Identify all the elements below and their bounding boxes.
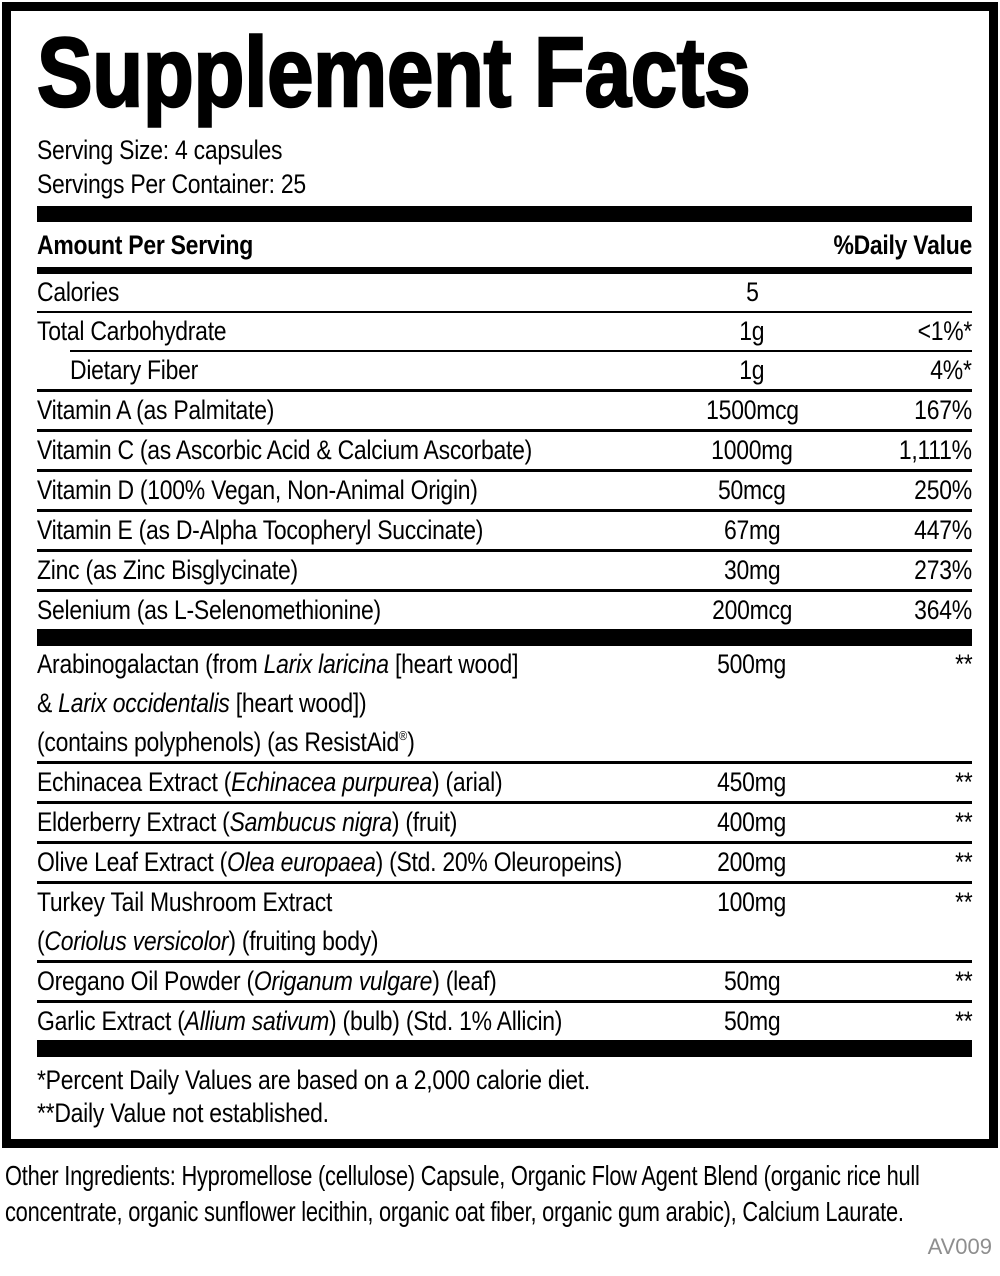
servings-per-container: Servings Per Container: 25 <box>37 169 306 199</box>
table-header <box>37 222 972 267</box>
daily-value-cell: ** <box>954 1006 972 1036</box>
table-row <box>37 884 972 960</box>
amount-value: 67mg <box>723 515 781 545</box>
nutrient-name: Garlic Extract (Allium sativum) (bulb) (Std. 1% Allicin) <box>37 1006 563 1036</box>
footnote-daily-values: *Percent Daily Values are based on a 2,000 calorie diet. <box>37 1065 591 1095</box>
facts-rows <box>37 274 972 1057</box>
table-row <box>37 352 972 389</box>
label-title <box>37 17 972 127</box>
nutrient-name: Turkey Tail Mushroom Extract (Coriolus versicolor) (fruiting body) <box>37 887 379 956</box>
daily-value-cell: 167% <box>914 395 972 425</box>
amount-value: 50mg <box>723 1006 781 1036</box>
amount-value: 450mg <box>717 767 787 797</box>
daily-value-cell: 4%* <box>930 355 972 385</box>
daily-value-cell: <1%* <box>917 316 972 346</box>
daily-value-cell: ** <box>954 966 972 996</box>
other-ingredients-line-2: concentrate, organic sunflower lecithin, organic oat fiber, organic gum arabic), Calcium Laurate. <box>5 1196 904 1227</box>
amount-value: 500mg <box>717 649 787 679</box>
amount-value: 200mg <box>717 847 787 877</box>
table-row <box>37 274 972 311</box>
nutrient-name: Vitamin C (as Ascorbic Acid & Calcium Ascorbate) <box>37 435 532 465</box>
nutrient-name: Calories <box>37 277 120 307</box>
nutrient-name: Oregano Oil Powder (Origanum vulgare) (leaf) <box>37 966 497 996</box>
amount-value: 1g <box>739 316 765 346</box>
amount-value: 1500mcg <box>705 395 799 425</box>
nutrient-name: Vitamin E (as D-Alpha Tocopheryl Succinate) <box>37 515 484 545</box>
daily-value-cell: ** <box>954 767 972 797</box>
table-row <box>37 392 972 429</box>
nutrient-name: Vitamin D (100% Vegan, Non-Animal Origin) <box>37 475 478 505</box>
daily-value-cell: ** <box>954 649 972 679</box>
table-row <box>37 646 972 761</box>
amount-value: 1000mg <box>711 435 793 465</box>
amount-value: 50mcg <box>718 475 786 505</box>
daily-value-cell: 273% <box>914 555 972 585</box>
amount-value: 1g <box>739 355 765 385</box>
table-row <box>37 552 972 589</box>
product-code: AV009 <box>927 1234 992 1259</box>
divider-thick-top <box>37 206 972 222</box>
amount-value: 5 <box>745 277 759 307</box>
table-row <box>37 844 972 881</box>
serving-size: Serving Size: 4 capsules <box>37 135 283 165</box>
amount-value: 200mcg <box>711 595 793 625</box>
daily-value-cell: 1,111% <box>899 435 972 465</box>
label-title-text: Supplement Facts <box>37 17 751 127</box>
nutrient-name: Zinc (as Zinc Bisglycinate) <box>37 555 298 585</box>
amount-value: 50mg <box>723 966 781 996</box>
table-row <box>37 764 972 801</box>
amount-value: 100mg <box>717 887 787 917</box>
table-row <box>37 963 972 1000</box>
nutrient-name: Olive Leaf Extract (Olea europaea) (Std. 20% Oleuropeins) <box>37 847 623 877</box>
daily-value-cell: 447% <box>914 515 972 545</box>
footnote-dv-not-established: **Daily Value not established. <box>37 1098 329 1128</box>
daily-value-cell: 364% <box>914 595 972 625</box>
table-row <box>37 1003 972 1040</box>
table-row <box>37 512 972 549</box>
divider-thick <box>37 629 972 646</box>
nutrient-name: Selenium (as L-Selenomethionine) <box>37 595 381 625</box>
nutrient-name: Vitamin A (as Palmitate) <box>37 395 275 425</box>
amount-value: 400mg <box>717 807 787 837</box>
other-ingredients-line-1: Other Ingredients: Hypromellose (cellulose) Capsule, Organic Flow Agent Blend (organic rice hull <box>5 1160 920 1191</box>
divider-thick <box>37 1040 972 1057</box>
nutrient-name: Elderberry Extract (Sambucus nigra) (fruit) <box>37 807 458 837</box>
supplement-facts-label <box>2 2 998 1148</box>
nutrient-name: Echinacea Extract (Echinacea purpurea) (arial) <box>37 767 503 797</box>
daily-value-cell: 250% <box>914 475 972 505</box>
nutrient-name: Dietary Fiber <box>70 355 199 385</box>
other-ingredients <box>5 1158 998 1230</box>
table-row <box>37 804 972 841</box>
daily-value-cell: ** <box>954 807 972 837</box>
table-row <box>37 432 972 469</box>
amount-value: 30mg <box>723 555 781 585</box>
nutrient-name: Total Carbohydrate <box>37 316 227 346</box>
daily-value-cell: ** <box>954 887 972 917</box>
table-row <box>37 472 972 509</box>
nutrient-name: Arabinogalactan (from Larix laricina [heart wood] & Larix occidentalis [heart wood]) (contains polyphenols) (as ResistAid®) <box>37 649 519 757</box>
daily-value-cell: ** <box>954 847 972 877</box>
daily-value-header: %Daily Value <box>833 230 972 260</box>
table-row <box>37 313 972 350</box>
table-row <box>37 592 972 629</box>
daily-value-cell <box>832 276 972 309</box>
label-inner <box>11 11 989 1129</box>
divider-header-bottom <box>37 267 972 274</box>
amount-per-serving-header: Amount Per Serving <box>37 230 254 260</box>
